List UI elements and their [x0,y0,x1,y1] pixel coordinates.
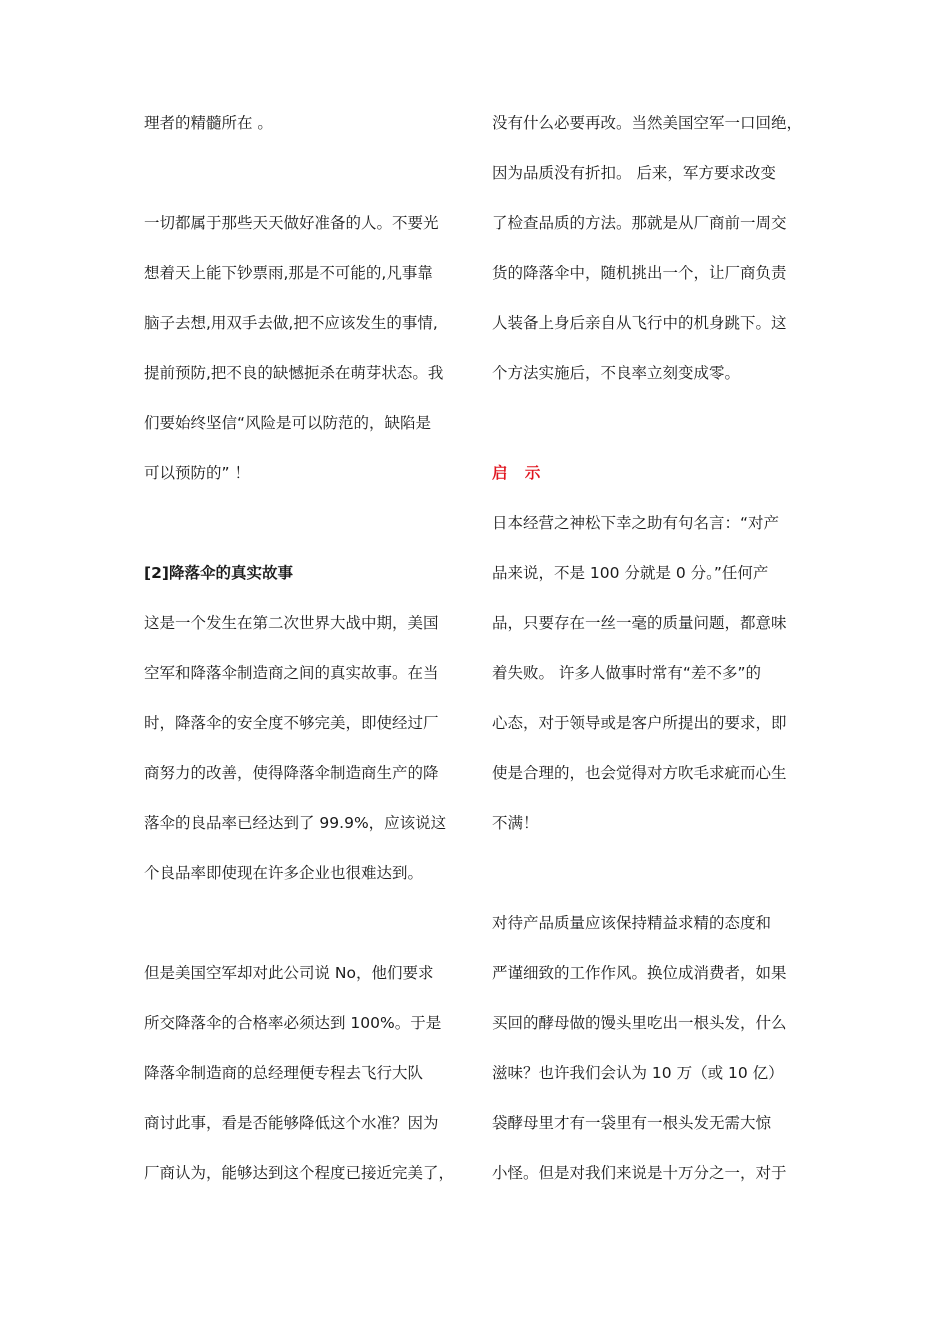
right-text-line: 心态，对于领导或是客户所提出的要求，即 [492,714,787,732]
left-text-line: 商努力的改善，使得降落伞制造商生产的降 [144,764,439,782]
left-text-line: 这是一个发生在第二次世界大战中期，美国 [144,614,439,632]
right-text-line: 买回的酵母做的馒头里吃出一根头发，什么 [492,1014,787,1032]
left-text-line: 落伞的良品率已经达到了 99.9%，应该说这 [144,814,447,832]
right-text-line: 个方法实施后，不良率立刻变成零。 [492,364,741,382]
right-text-line: 滋味？也许我们会认为 10 万（或 10 亿） [492,1064,784,1082]
section-heading: [2]降落伞的真实故事 [144,564,293,582]
right-text-line: 日本经营之神松下幸之助有句名言：“对产 [492,514,780,532]
left-blank-line [144,898,474,948]
left-text-line: 理者的精髓所在 。 [144,114,273,132]
right-text-line: 不满！ [492,814,539,832]
left-text-line: 厂商认为，能够达到这个程度已接近完美了， [144,1164,455,1182]
right-text-column [492,98,822,1198]
left-text-line: 想着天上能下钞票雨,那是不可能的,凡事靠 [144,264,433,282]
right-text-line: 严谨细致的工作作风。换位成消费者，如果 [492,964,787,982]
left-text-line: 们要始终坚信“风险是可以防范的，缺陷是 [144,414,432,432]
left-text-line: 空军和降落伞制造商之间的真实故事。在当 [144,664,439,682]
right-text-line: 着失败。 许多人做事时常有“差不多”的 [492,664,761,682]
left-blank-line [144,148,474,198]
right-text-line: 人装备上身后亲自从飞行中的机身跳下。这 [492,314,787,332]
right-text-line: 货的降落伞中，随机挑出一个，让厂商负责 [492,264,787,282]
right-text-line: 了检查品质的方法。那就是从厂商前一周交 [492,214,787,232]
left-text-line: 但是美国空军却对此公司说 No，他们要求 [144,964,434,982]
left-text-line: 商讨此事，看是否能够降低这个水准？因为 [144,1114,439,1132]
right-blank-line [492,398,822,448]
left-text-line: 脑子去想,用双手去做,把不应该发生的事情, [144,314,438,332]
right-text-line: 没有什么必要再改。当然美国空军一口回绝， [492,114,803,132]
left-text-line: 降落伞制造商的总经理便专程去飞行大队 [144,1064,424,1082]
left-text-line: 可以预防的” ！ [144,464,250,482]
right-text-line: 因为品质没有折扣。 后来，军方要求改变 [492,164,776,182]
left-text-line: 所交降落伞的合格率必须达到 100%。于是 [144,1014,442,1032]
left-text-line: 提前预防,把不良的缺憾扼杀在萌芽状态。我 [144,364,444,382]
left-text-line: 个良品率即使现在许多企业也很难达到。 [144,864,424,882]
right-text-line: 袋酵母里才有一袋里有一根头发无需大惊 [492,1114,772,1132]
left-text-line: 一切都属于那些天天做好准备的人。不要光 [144,214,439,232]
right-text-line: 小怪。但是对我们来说是十万分之一，对于 [492,1164,787,1182]
left-text-line: 时，降落伞的安全度不够完美，即使经过厂 [144,714,439,732]
right-text-line: 使是合理的，也会觉得对方吹毛求疵而心生 [492,764,787,782]
right-text-line: 对待产品质量应该保持精益求精的态度和 [492,914,772,932]
right-blank-line [492,848,822,898]
left-blank-line [144,498,474,548]
right-text-line: 品，只要存在一丝一毫的质量问题，都意味 [492,614,787,632]
right-text-line: 品来说，不是 100 分就是 0 分。”任何产 [492,564,769,582]
insight-heading: 启 示 [492,464,547,482]
left-text-column [144,98,474,1198]
